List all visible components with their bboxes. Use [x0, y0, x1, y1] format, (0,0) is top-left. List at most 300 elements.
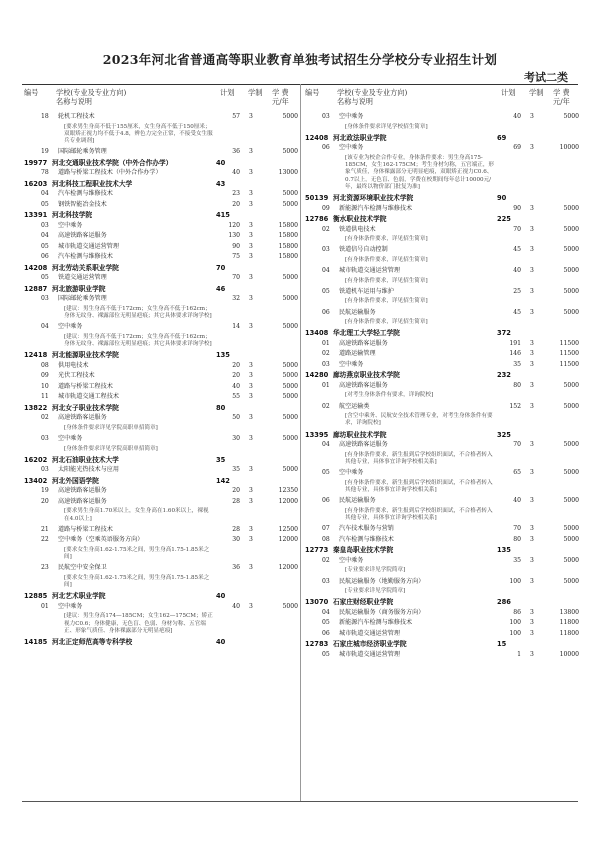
major-row — [305, 608, 581, 619]
plan-count: 70 — [232, 274, 240, 282]
major-row — [24, 497, 300, 508]
plan-count: 90 — [513, 204, 521, 212]
school-code: 19977 — [24, 158, 48, 167]
tuition-fee: 10000 — [559, 650, 579, 658]
major-row — [305, 143, 581, 154]
plan-count: 40 — [513, 497, 521, 505]
study-length: 3 — [530, 619, 534, 627]
plan-count: 35 — [216, 455, 226, 464]
school-row — [24, 637, 300, 648]
study-length: 3 — [249, 393, 253, 401]
major-code: 03 — [41, 435, 49, 443]
tuition-fee: 5000 — [563, 469, 579, 477]
major-code: 02 — [322, 225, 330, 233]
major-name: 铁道机车运用与维护 — [339, 287, 394, 295]
major-row — [24, 200, 300, 211]
major-row — [24, 231, 300, 242]
major-code: 06 — [41, 253, 49, 261]
plan-count: 40 — [216, 638, 226, 647]
school-code: 13402 — [24, 476, 48, 485]
header-plan: 计划 — [220, 88, 235, 97]
tuition-fee: 5000 — [282, 190, 298, 198]
tuition-fee: 15800 — [278, 253, 298, 261]
plan-count: 232 — [497, 371, 511, 380]
major-name: 空中乘务 — [339, 469, 364, 477]
major-row — [24, 486, 300, 497]
school-row — [305, 133, 581, 144]
plan-count: 28 — [232, 497, 240, 505]
major-code: 02 — [322, 556, 330, 564]
school-row — [305, 545, 581, 556]
requirement-note: [有身体条件要求，新生报到后学校组织面试，不合格者转入其他专业，具体事宜详询学校相关系] — [345, 479, 493, 494]
school-name: 河北石油职业技术大学 — [52, 455, 119, 464]
requirement-note: [建议：男生身高174—185CM；女生162—175CM；矫正视力C0.6；身体健康，无色盲、色弱、身材匀称、五官端正、形象气质佳、身体裸露部分无明显疤痕] — [64, 613, 213, 635]
school-code: 14280 — [305, 371, 329, 380]
major-row — [305, 577, 581, 588]
tuition-fee: 5000 — [563, 381, 579, 389]
plan-count: 100 — [509, 629, 521, 637]
major-name: 空中乘务 — [339, 556, 364, 564]
major-row — [24, 294, 300, 305]
plan-count: 30 — [232, 435, 240, 443]
study-length: 3 — [249, 323, 253, 331]
major-code: 19 — [41, 148, 49, 156]
major-row — [24, 382, 300, 393]
plan-count: 46 — [216, 284, 226, 293]
major-row — [24, 602, 300, 613]
school-code: 13822 — [24, 403, 48, 412]
requirement-note: [专业要求详见学院简章] — [345, 588, 406, 595]
major-row — [24, 361, 300, 372]
major-code: 03 — [322, 113, 330, 120]
header-plan: 计划 — [501, 88, 516, 97]
tuition-fee: 12000 — [278, 497, 298, 505]
requirement-note: [身体条件要求详见学院高职单招简章] — [64, 445, 158, 452]
major-code: 21 — [41, 525, 49, 533]
header-name: 学校(专业及专业方向) 名称与说明 — [56, 88, 127, 106]
school-row — [305, 370, 581, 381]
school-name: 河北女子职业技术学院 — [52, 403, 119, 412]
major-name: 空中乘务 — [58, 435, 83, 443]
plan-count: 45 — [513, 246, 521, 254]
requirement-note: [建议：男生身高不低于172cm；女生身高不低于162cm；身体无纹身、裸露部位无明显疤痕；其它具体要求详询学校] — [64, 333, 212, 348]
major-code: 04 — [41, 323, 49, 331]
tuition-fee: 11500 — [559, 339, 579, 347]
tuition-fee: 5000 — [282, 602, 298, 610]
plan-count: 40 — [232, 602, 240, 610]
study-length: 3 — [249, 487, 253, 495]
school-code: 12418 — [24, 351, 48, 360]
study-length: 3 — [530, 144, 534, 152]
tuition-fee: 13800 — [559, 608, 579, 616]
tuition-fee: 5000 — [563, 402, 579, 410]
school-name: 廊坊职业技术学院 — [333, 430, 387, 439]
major-code: 04 — [322, 267, 330, 275]
requirement-note: [有身体条件要求，详见招生简章] — [345, 319, 428, 326]
study-length: 3 — [249, 295, 253, 303]
plan-count: 70 — [513, 225, 521, 233]
tuition-fee: 5000 — [282, 382, 298, 390]
study-length: 3 — [249, 497, 253, 505]
school-code: 12887 — [24, 284, 48, 293]
major-name: 城市轨道交通运营管理 — [339, 650, 400, 658]
school-code: 12773 — [305, 546, 329, 555]
major-code: 04 — [322, 441, 330, 449]
major-row — [305, 496, 581, 507]
major-code: 08 — [41, 361, 49, 369]
requirement-note: [身体条件要求详见学校招生简章] — [345, 123, 428, 130]
school-code: 12783 — [305, 640, 329, 649]
school-code: 13408 — [305, 329, 329, 338]
plan-count: 40 — [513, 113, 521, 120]
plan-count: 40 — [216, 158, 226, 167]
plan-count: 15 — [497, 640, 507, 649]
study-length: 3 — [530, 308, 534, 316]
plan-count: 152 — [509, 402, 521, 410]
major-code: 05 — [41, 274, 49, 282]
school-row — [24, 158, 300, 169]
major-code: 03 — [322, 577, 330, 585]
study-length: 3 — [249, 466, 253, 474]
plan-count: 30 — [232, 536, 240, 544]
major-code: 11 — [41, 393, 49, 401]
plan-count: 28 — [232, 525, 240, 533]
plan-count: 75 — [232, 253, 240, 261]
school-code: 14185 — [24, 638, 48, 647]
tuition-fee: 5000 — [563, 525, 579, 533]
major-name: 航空运输类 — [339, 402, 370, 410]
major-code: 22 — [41, 536, 49, 544]
major-name: 道路与桥梁工程技术 — [58, 382, 113, 390]
column-header-left — [24, 88, 300, 112]
tuition-fee: 11800 — [559, 619, 579, 627]
plan-count: 191 — [509, 339, 521, 347]
major-row — [24, 322, 300, 333]
plan-count: 372 — [497, 329, 511, 338]
major-code: 04 — [41, 232, 49, 240]
plan-count: 70 — [216, 263, 226, 272]
major-row — [305, 629, 581, 640]
requirement-note: [建议：男生身高不低于172cm；女生身高不低于162cm；身体无纹身、裸露部位无明显疤痕；其它具体要求详询学校] — [64, 305, 212, 320]
school-name: 河北资源环境职业技术学院 — [333, 194, 414, 203]
major-row — [24, 168, 300, 179]
plan-count: 35 — [513, 556, 521, 564]
study-length: 3 — [249, 148, 253, 156]
tuition-fee: 5000 — [563, 497, 579, 505]
major-name: 民航运输服务 — [339, 497, 376, 505]
study-length: 3 — [530, 608, 534, 616]
school-row — [24, 591, 300, 602]
study-length: 3 — [249, 372, 253, 380]
column-divider — [300, 84, 301, 801]
tuition-fee: 12000 — [278, 564, 298, 572]
major-name: 汽车技术服务与营销 — [339, 525, 394, 533]
study-length: 3 — [249, 536, 253, 544]
major-name: 太阳能光热技术与应用 — [58, 466, 119, 474]
tuition-fee: 5000 — [563, 535, 579, 543]
plan-count: 20 — [232, 361, 240, 369]
school-row — [24, 455, 300, 466]
school-row — [305, 214, 581, 225]
plan-count: 69 — [497, 133, 507, 142]
major-code: 23 — [41, 564, 49, 572]
plan-count: 415 — [216, 211, 230, 220]
plan-count: 40 — [513, 267, 521, 275]
school-row — [24, 350, 300, 361]
requirement-note: [要求女生身高1.62-1.75米之间，男生身高1.75-1.85米之间] — [64, 574, 210, 589]
major-row — [305, 402, 581, 413]
plan-count: 40 — [232, 382, 240, 390]
tuition-fee: 12500 — [278, 525, 298, 533]
plan-count: 14 — [232, 323, 240, 331]
major-name: 汽车检测与维修技术 — [58, 253, 113, 261]
plan-count: 135 — [216, 351, 230, 360]
major-code: 78 — [41, 169, 49, 177]
requirement-note: [有身体条件要求，详见招生简章] — [345, 256, 428, 263]
school-name: 河北科技工程职业技术大学 — [52, 179, 133, 188]
school-row — [24, 476, 300, 487]
tuition-fee: 5000 — [563, 113, 579, 120]
major-code: 06 — [322, 629, 330, 637]
major-name: 民航运输服务（商务服务方向） — [339, 608, 425, 616]
tuition-fee: 5000 — [282, 466, 298, 474]
major-name: 国际邮轮乘务管理 — [58, 295, 107, 303]
major-code: 19 — [41, 487, 49, 495]
tuition-fee: 5000 — [563, 577, 579, 585]
major-code: 07 — [322, 525, 330, 533]
plan-count: 70 — [513, 441, 521, 449]
right-table-body — [305, 112, 581, 660]
plan-count: 57 — [232, 113, 240, 120]
major-code: 09 — [322, 204, 330, 212]
major-name: 高速铁路客运服务 — [58, 487, 107, 495]
major-name: 民航运输服务（地勤服务方向） — [339, 577, 425, 585]
major-name: 铁道交通运营管理 — [58, 274, 107, 282]
study-length: 3 — [530, 650, 534, 658]
major-row — [305, 618, 581, 629]
requirement-note: [有身体条件要求，新生报到后学校组织面试，不合格者转入其他专业，具体事宜详询学校相关系] — [345, 507, 493, 522]
major-row — [305, 245, 581, 256]
plan-count: 65 — [513, 469, 521, 477]
major-row — [24, 112, 300, 123]
school-row — [24, 179, 300, 190]
tuition-fee: 5000 — [282, 274, 298, 282]
study-length: 3 — [530, 381, 534, 389]
major-row — [305, 204, 581, 215]
major-row — [24, 252, 300, 263]
plan-count: 80 — [216, 403, 226, 412]
school-row — [305, 639, 581, 650]
tuition-fee: 5000 — [563, 267, 579, 275]
major-code: 01 — [322, 381, 330, 389]
study-length: 3 — [530, 339, 534, 347]
major-name: 供用电技术 — [58, 361, 89, 369]
requirement-note: [要求男生身高1.70米以上，女生身高在1.60米以上，裸视在4.0以上] — [64, 508, 209, 522]
plan-count: 45 — [513, 308, 521, 316]
major-code: 03 — [322, 246, 330, 254]
school-code: 16203 — [24, 179, 48, 188]
plan-count: 40 — [216, 592, 226, 601]
major-name: 新能源汽车检测与维修技术 — [339, 204, 413, 212]
column-header-right — [305, 88, 581, 112]
plan-count: 23 — [232, 190, 240, 198]
study-length: 3 — [249, 221, 253, 229]
major-code: 01 — [41, 602, 49, 610]
school-name: 河北科技学院 — [52, 211, 93, 220]
study-length: 3 — [530, 629, 534, 637]
tuition-fee: 5000 — [282, 200, 298, 208]
study-length: 3 — [530, 402, 534, 410]
plan-count: 325 — [497, 430, 511, 439]
major-name: 民航空中安全保卫 — [58, 564, 107, 572]
major-row — [305, 308, 581, 319]
tuition-fee: 15800 — [278, 221, 298, 229]
school-row — [305, 328, 581, 339]
major-code: 04 — [41, 190, 49, 198]
study-length: 3 — [249, 200, 253, 208]
study-length: 3 — [530, 113, 534, 120]
school-name: 河北能源职业技术学院 — [52, 351, 119, 360]
left-table-body — [24, 112, 300, 648]
major-name: 国际邮轮乘务管理 — [58, 148, 107, 156]
header-fee: 学 费 元/年 — [553, 88, 570, 106]
major-name: 钢铁智能冶金技术 — [58, 200, 107, 208]
study-length: 3 — [249, 602, 253, 610]
plan-count: 1 — [517, 650, 521, 658]
study-length: 3 — [530, 225, 534, 233]
study-length: 3 — [530, 535, 534, 543]
school-code: 12786 — [305, 215, 329, 224]
major-row — [24, 273, 300, 284]
school-code: 16202 — [24, 455, 48, 464]
major-name: 汽车检测与维修技术 — [339, 535, 394, 543]
major-code: 03 — [41, 295, 49, 303]
plan-count: 100 — [509, 577, 521, 585]
major-row — [24, 242, 300, 253]
plan-count: 36 — [232, 564, 240, 572]
major-name: 城市轨道交通运营管理 — [339, 629, 400, 637]
plan-count: 86 — [513, 608, 521, 616]
major-code: 03 — [41, 221, 49, 229]
major-name: 高速铁路客运服务 — [58, 497, 107, 505]
plan-count: 25 — [513, 287, 521, 295]
requirement-note: [有身体条件要求，新生报到后学校组织面试，不合格者转入其他专业，具体事宜详询学校相关系] — [345, 451, 493, 465]
major-row — [24, 392, 300, 403]
major-name: 高速铁路客运服务 — [58, 414, 107, 422]
plan-count: 20 — [232, 200, 240, 208]
major-row — [305, 112, 581, 123]
study-length: 3 — [530, 525, 534, 533]
major-row — [24, 189, 300, 200]
study-length: 3 — [530, 246, 534, 254]
school-row — [24, 263, 300, 274]
major-name: 民航运输服务 — [339, 308, 376, 316]
study-length: 3 — [249, 253, 253, 261]
requirement-note: [专业要求详见学院简章] — [345, 567, 406, 574]
tuition-fee: 5000 — [282, 393, 298, 401]
study-length: 3 — [249, 232, 253, 240]
header-length: 学制 — [248, 88, 263, 97]
study-length: 3 — [249, 169, 253, 177]
major-name: 道路与桥梁工程技术 — [58, 525, 113, 533]
major-name: 空中乘务 — [339, 144, 364, 152]
school-row — [305, 430, 581, 441]
plan-count: 35 — [513, 360, 521, 368]
major-code: 02 — [322, 402, 330, 410]
plan-count: 80 — [513, 381, 521, 389]
major-code: 05 — [322, 619, 330, 627]
plan-count: 100 — [509, 619, 521, 627]
school-row — [305, 597, 581, 608]
plan-count: 135 — [497, 546, 511, 555]
study-length: 3 — [530, 350, 534, 358]
plan-count: 90 — [497, 194, 507, 203]
major-code: 03 — [322, 360, 330, 368]
school-name: 石家庄财经职业学院 — [333, 598, 394, 607]
study-length: 3 — [530, 469, 534, 477]
study-length: 3 — [249, 361, 253, 369]
study-length: 3 — [530, 204, 534, 212]
tuition-fee: 5000 — [563, 441, 579, 449]
school-name: 河北劳动关系职业学院 — [52, 263, 119, 272]
tuition-fee: 5000 — [282, 372, 298, 380]
school-name: 衡水职业技术学院 — [333, 215, 387, 224]
requirement-note: [对考生身体条件有要求，详询院校] — [345, 392, 434, 399]
requirement-note: [有身体条件要求，详见招生简章] — [345, 298, 428, 305]
major-code: 06 — [322, 144, 330, 152]
major-code: 01 — [322, 339, 330, 347]
major-row — [24, 434, 300, 445]
study-length: 3 — [530, 556, 534, 564]
requirement-note: [要求男生身高不低于155厘米，女生身高不低于150厘米；双眼矫正视力均不低于4.8，辨色力完全正常，不接受女生服兵专业调剂] — [64, 123, 213, 145]
major-row — [24, 465, 300, 476]
major-name: 高速铁路客运服务 — [339, 339, 388, 347]
study-length: 3 — [249, 414, 253, 422]
major-name: 空中乘务 — [339, 360, 364, 368]
major-row — [305, 524, 581, 535]
major-name: 轮机工程技术 — [58, 113, 95, 120]
school-name: 河北外国语学院 — [52, 476, 99, 485]
major-code: 05 — [41, 242, 49, 250]
requirement-note: [该专业为校企合作专业，身体条件要求：男生身高175-185CM，女生162-175CM；考生身材匀称，五官端正，形象气质佳，身体裸露部分无明显疤痕，双眼矫正视力C0.6、0.7以上，无色盲、色弱，学费在校期间每年总计10000元/年，最终以物价部门批复为准] — [345, 154, 495, 190]
major-row — [305, 440, 581, 451]
page-title: 2023年河北省普通高等职业教育单独考试招生分学校分专业招生计划 — [102, 52, 498, 67]
tuition-fee: 5000 — [282, 361, 298, 369]
major-code: 06 — [322, 308, 330, 316]
major-row — [24, 413, 300, 424]
header-fee: 学 费 元/年 — [272, 88, 289, 106]
plan-count: 142 — [216, 476, 230, 485]
tuition-fee: 13000 — [278, 169, 298, 177]
school-row — [24, 284, 300, 295]
school-row — [24, 210, 300, 221]
major-row — [24, 525, 300, 536]
major-name: 高速铁路客运服务 — [58, 232, 107, 240]
tuition-fee: 5000 — [282, 113, 298, 120]
tuition-fee: 5000 — [563, 287, 579, 295]
plan-count: 55 — [232, 393, 240, 401]
plan-count: 36 — [232, 148, 240, 156]
study-length: 3 — [249, 113, 253, 120]
major-name: 空中乘务 — [58, 602, 83, 610]
major-code: 10 — [41, 382, 49, 390]
major-name: 铁道供电技术 — [339, 225, 376, 233]
plan-count: 90 — [232, 242, 240, 250]
school-name: 河北政法职业学院 — [333, 133, 387, 142]
major-code: 05 — [322, 650, 330, 658]
major-row — [24, 563, 300, 574]
school-name: 河北艺术职业学院 — [52, 592, 106, 601]
